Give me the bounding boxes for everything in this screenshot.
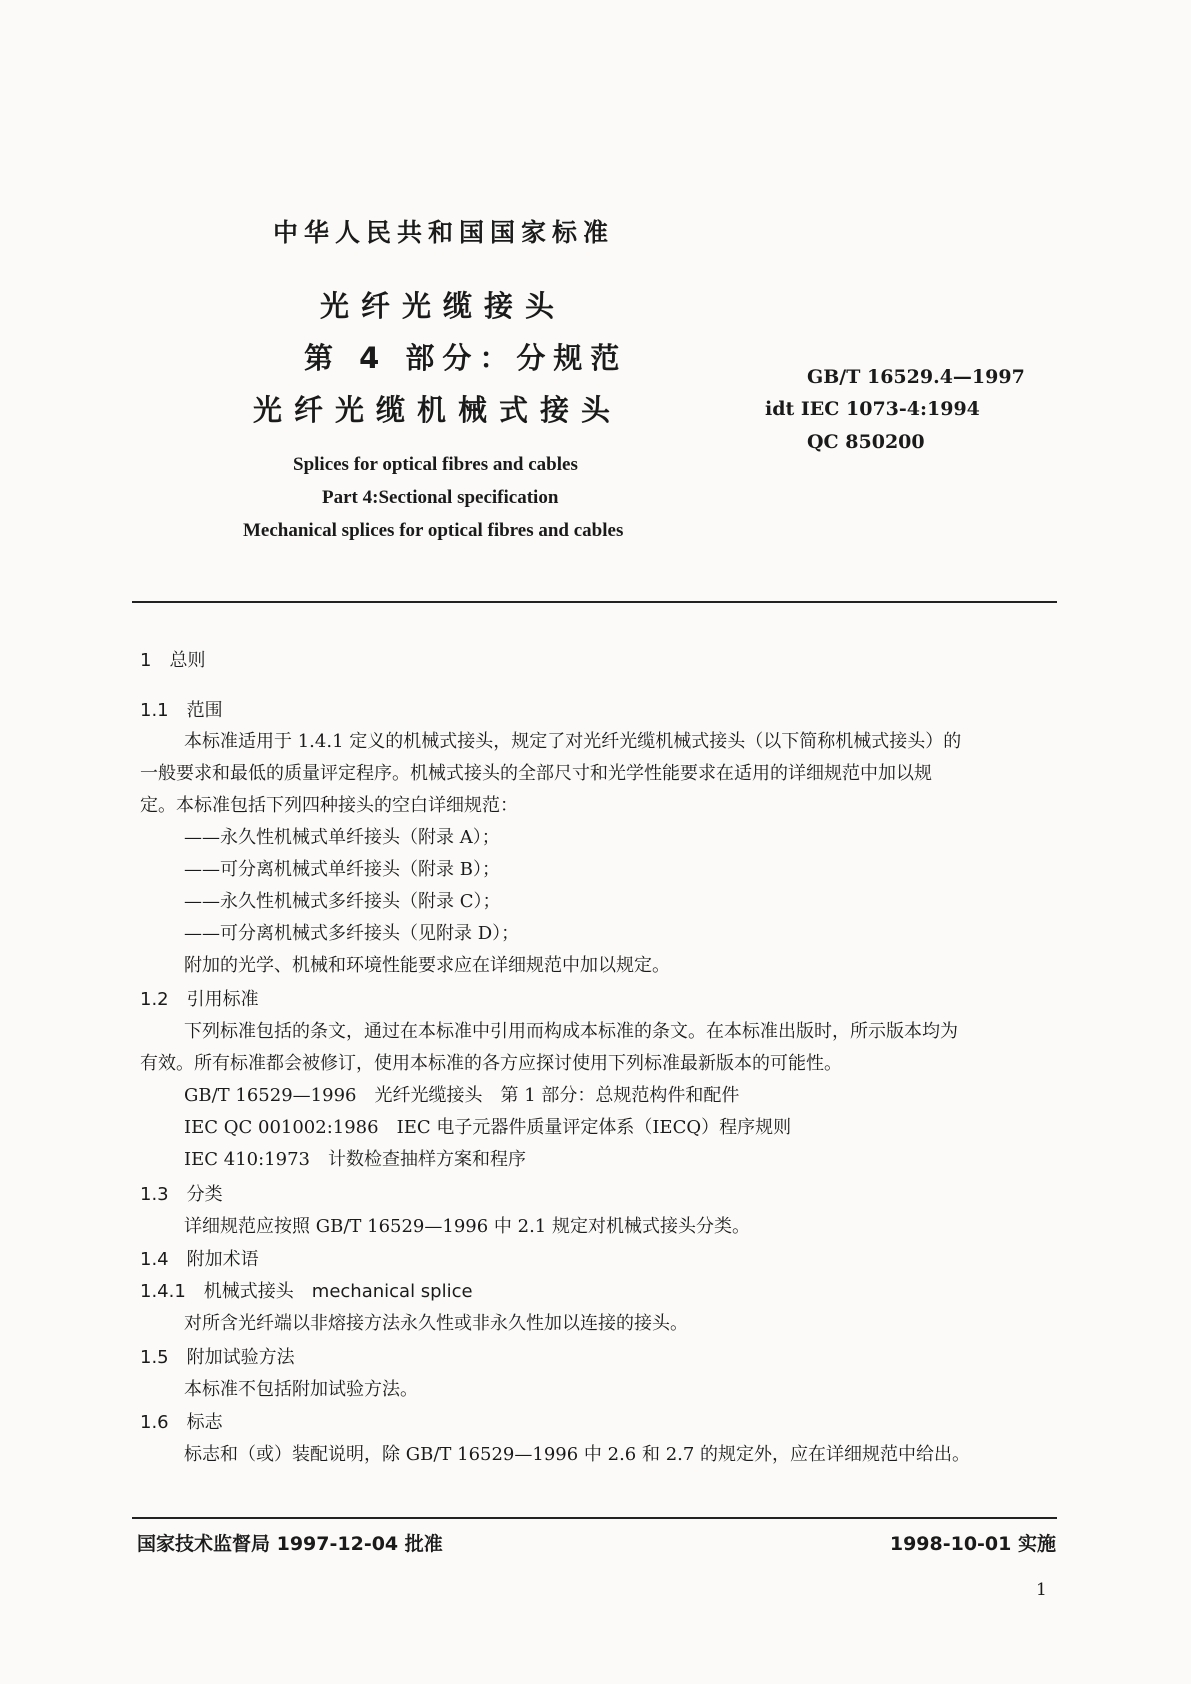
section-1-heading: 1 总则 [140,650,206,671]
paragraph: 有效。所有标准都会被修订，使用本标准的各方应探讨使用下列标准最新版本的可能性。 [140,1053,842,1074]
paragraph: 详细规范应按照 GB/T 16529—1996 中 2.1 规定对机械式接头分类。 [184,1216,750,1237]
national-standard-label: 中华人民共和国国家标准 [273,218,615,247]
paragraph: 本标准不包括附加试验方法。 [184,1379,418,1400]
reference-item: IEC 410:1973 计数检查抽样方案和程序 [184,1149,526,1170]
title-en-line-3: Mechanical splices for optical fibres and cables [243,520,624,541]
reference-item: GB/T 16529—1996 光纤光缆接头 第 1 部分：总规范构件和配件 [184,1085,740,1106]
header-divider [132,601,1057,603]
paragraph: 定。本标准包括下列四种接头的空白详细规范： [140,795,518,816]
approval-date: 国家技术监督局 1997-12-04 批准 [137,1533,443,1555]
list-item: ——永久性机械式多纤接头（附录 C）； [184,891,501,912]
title-cn-line-1: 光纤光缆接头 [320,289,567,323]
section-1-6-heading: 1.6 标志 [140,1412,223,1433]
section-1-4-1-heading: 1.4.1 机械式接头 mechanical splice [140,1281,473,1302]
title-en-line-2: Part 4:Sectional specification [322,487,559,508]
page-number: 1 [1036,1580,1047,1600]
effective-date: 1998-10-01 实施 [889,1533,1056,1555]
section-1-1-heading: 1.1 范围 [140,700,223,721]
list-item: ——可分离机械式单纤接头（附录 B）； [184,859,500,880]
paragraph: 下列标准包括的条文，通过在本标准中引用而构成本标准的条文。在本标准出版时，所示版本均为 [184,1021,958,1042]
idt-code: idt IEC 1073-4:1994 [765,398,980,420]
reference-item: IEC QC 001002:1986 IEC 电子元器件质量评定体系（IECQ）程序规则 [184,1117,792,1138]
paragraph: 对所含光纤端以非熔接方法永久性或非永久性加以连接的接头。 [184,1313,688,1334]
footer-divider [132,1517,1057,1519]
standard-code: GB/T 16529.4—1997 [807,366,1025,388]
title-cn-line-3: 光纤光缆机械式接头 [253,393,623,427]
title-en-line-1: Splices for optical fibres and cables [293,454,578,475]
qc-code: QC 850200 [807,431,925,453]
paragraph: 一般要求和最低的质量评定程序。机械式接头的全部尺寸和光学性能要求在适用的详细规范中加以规 [140,763,932,784]
paragraph: 附加的光学、机械和环境性能要求应在详细规范中加以规定。 [184,955,670,976]
section-1-5-heading: 1.5 附加试验方法 [140,1347,295,1368]
paragraph: 本标准适用于 1.4.1 定义的机械式接头，规定了对光纤光缆机械式接头（以下简称机械式接头）的 [184,731,962,752]
list-item: ——可分离机械式多纤接头（见附录 D）； [184,923,520,944]
paragraph: 标志和（或）装配说明，除 GB/T 16529—1996 中 2.6 和 2.7 的规定外，应在详细规范中给出。 [184,1444,971,1465]
list-item: ——永久性机械式单纤接头（附录 A）； [184,827,500,848]
section-1-3-heading: 1.3 分类 [140,1184,223,1205]
section-1-4-heading: 1.4 附加术语 [140,1249,259,1270]
section-1-2-heading: 1.2 引用标准 [140,989,259,1010]
title-cn-line-2: 第 4 部分：分规范 [304,341,628,375]
